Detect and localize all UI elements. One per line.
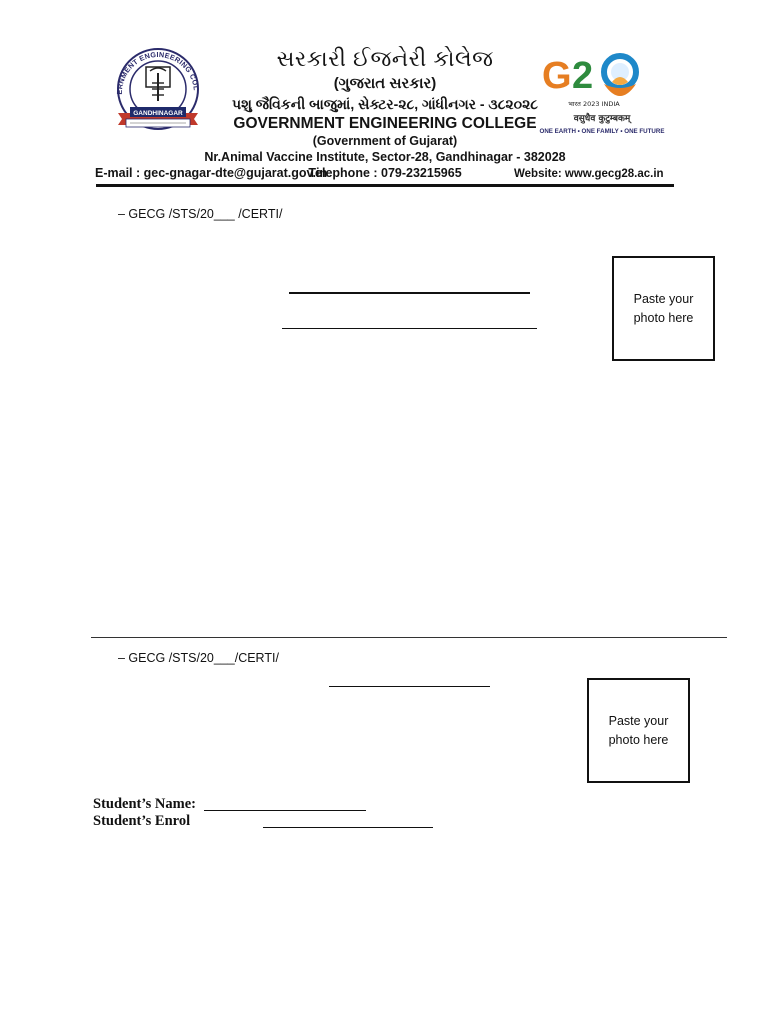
blank-line-bottom-1 bbox=[329, 686, 490, 687]
college-address: Nr.Animal Vaccine Institute, Sector-28, Gandhinagar - 382028 bbox=[204, 150, 566, 164]
photo-placeholder-top bbox=[612, 256, 715, 361]
svg-text:भारत 2023 INDIA: भारत 2023 INDIA bbox=[568, 100, 620, 108]
reference-number-bottom: – GECG /STS/20___/CERTI/ bbox=[118, 651, 279, 665]
svg-text:G: G bbox=[542, 55, 572, 97]
english-college-title: GOVERNMENT ENGINEERING COLLEGE bbox=[233, 115, 537, 132]
college-email: E-mail : gec-gnagar-dte@gujarat.gov.in bbox=[95, 166, 328, 180]
college-website: Website: www.gecg28.ac.in bbox=[514, 168, 664, 180]
student-enrol-label: Student’s Enrol bbox=[93, 813, 191, 829]
gujarati-address: પશુ જૈવિકની બાજુમાં, સેક્ટર-૨૮, ગાંધીનગર - ૩૮૨૦૨૮ bbox=[232, 96, 538, 112]
blank-line-top-2 bbox=[282, 328, 537, 329]
student-enrol-blank bbox=[263, 827, 433, 828]
reference-number-top: – GECG /STS/20___ /CERTI/ bbox=[118, 207, 283, 221]
college-telephone: Telephone : 079-23215965 bbox=[308, 166, 462, 180]
g20-emblem-icon bbox=[526, 48, 678, 140]
photo-placeholder-bottom bbox=[587, 678, 690, 783]
svg-text:GOVERNMENT ENGINEERING COLLEGE: ERNMENT ENGINEERING COL bbox=[114, 49, 201, 95]
gujarati-subtitle: (ગુજરાત સરકાર) bbox=[333, 75, 437, 92]
gujarati-college-title: સરકારી ઈજનેરી કોલેજ bbox=[276, 46, 494, 71]
svg-text:वसुधैव कुटुम्बकम्: वसुधैव कुटुम्बकम् bbox=[573, 114, 631, 124]
svg-text:ONE EARTH • ONE FAMILY • ONE F: ONE EARTH • ONE FAMILY • ONE FUTURE bbox=[539, 128, 665, 135]
student-name-label: Student’s Name: bbox=[93, 796, 196, 812]
photo-placeholder-text: Paste your photo here bbox=[633, 291, 694, 325]
student-name-blank bbox=[204, 810, 366, 811]
section-divider bbox=[91, 637, 727, 638]
blank-line-top-1 bbox=[289, 292, 530, 294]
letterhead-divider bbox=[96, 184, 674, 187]
g20-logo bbox=[526, 48, 678, 140]
english-subtitle: (Government of Gujarat) bbox=[312, 134, 458, 148]
photo-placeholder-text: Paste your photo here bbox=[608, 713, 669, 747]
svg-text:2: 2 bbox=[572, 55, 594, 97]
svg-text:GANDHINAGAR: GANDHINAGAR bbox=[133, 110, 183, 117]
